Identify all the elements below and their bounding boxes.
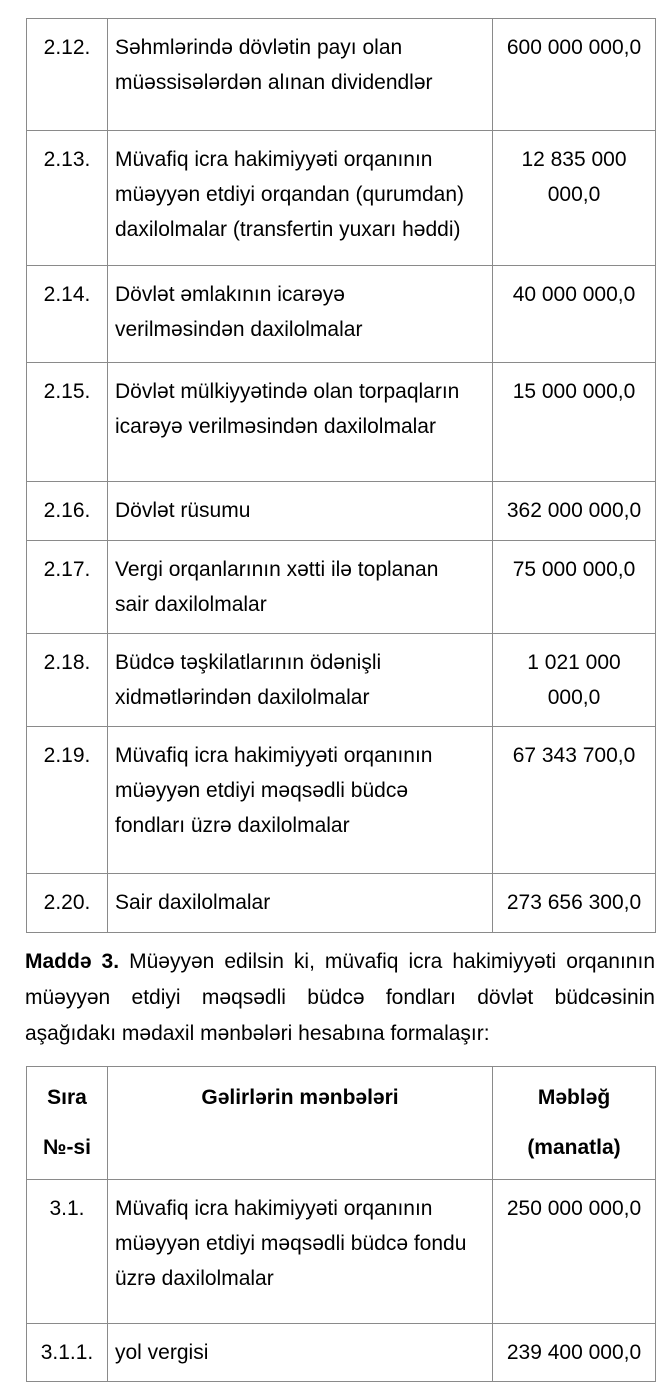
- row-number: 2.14.: [27, 266, 108, 363]
- table-row: [27, 874, 656, 933]
- row-amount: 1 021 000 000,0: [493, 634, 656, 727]
- row-amount: 273 656 300,0: [493, 874, 656, 933]
- table-row: [27, 634, 656, 727]
- row-description: Dövlət rüsumu: [108, 482, 493, 541]
- table-row: [27, 1180, 656, 1324]
- row-number: 2.15.: [27, 363, 108, 482]
- row-description: Müvafiq icra hakimiyyəti orqanının müəyyən etdiyi məqsədli büdcə fondu üzrə daxilolmalar: [108, 1180, 493, 1324]
- row-description: Dövlət mülkiyyətində olan torpaqların icarəyə verilməsindən daxilolmalar: [108, 363, 493, 482]
- row-number: 3.1.: [27, 1180, 108, 1324]
- row-amount: 600 000 000,0: [493, 19, 656, 131]
- row-number: 2.18.: [27, 634, 108, 727]
- row-number: 3.1.1.: [27, 1324, 108, 1382]
- row-number: 2.20.: [27, 874, 108, 933]
- header-gelirler: Gəlirlərin mənbələri: [108, 1067, 493, 1180]
- row-description: yol vergisi: [108, 1324, 493, 1382]
- row-amount: 40 000 000,0: [493, 266, 656, 363]
- fund-sources-table: [26, 1066, 656, 1382]
- row-amount: 239 400 000,0: [493, 1324, 656, 1382]
- table-row: [27, 482, 656, 541]
- row-number: 2.16.: [27, 482, 108, 541]
- table-row: [27, 1324, 656, 1382]
- row-number: 2.17.: [27, 541, 108, 634]
- row-number: 2.13.: [27, 131, 108, 266]
- paragraph-text: Müəyyən edilsin ki, müvafiq icra hakimiyyəti orqanının: [119, 950, 655, 973]
- row-description: Səhmlərində dövlətin payı olan müəssisələrdən alınan dividendlər: [108, 19, 493, 131]
- row-number: 2.19.: [27, 727, 108, 874]
- header-sira-no: Sıra №-si: [27, 1067, 108, 1180]
- row-description: Büdcə təşkilatlarının ödənişli xidmətlərindən daxilolmalar: [108, 634, 493, 727]
- table-header-row: [27, 1067, 656, 1180]
- table-row: [27, 266, 656, 363]
- table-row: [27, 131, 656, 266]
- article-3-paragraph: [25, 944, 655, 1052]
- revenue-table-continued: [26, 18, 656, 933]
- paragraph-line: aşağıdakı mədaxil mənbələri hesabına formalaşır:: [25, 1022, 490, 1045]
- row-description: Vergi orqanlarının xətti ilə toplanan sair daxilolmalar: [108, 541, 493, 634]
- row-amount: 362 000 000,0: [493, 482, 656, 541]
- row-description: Müvafiq icra hakimiyyəti orqanının müəyyən etdiyi məqsədli büdcə fondları üzrə daxilolmalar: [108, 727, 493, 874]
- table-row: [27, 363, 656, 482]
- row-amount: 67 343 700,0: [493, 727, 656, 874]
- table-row: [27, 727, 656, 874]
- row-description: Sair daxilolmalar: [108, 874, 493, 933]
- header-mebleg: Məbləğ (manatla): [493, 1067, 656, 1180]
- row-description: Müvafiq icra hakimiyyəti orqanının müəyyən etdiyi orqandan (qurumdan) daxilolmalar (transfertin yuxarı həddi): [108, 131, 493, 266]
- row-number: 2.12.: [27, 19, 108, 131]
- row-description: Dövlət əmlakının icarəyə verilməsindən daxilolmalar: [108, 266, 493, 363]
- paragraph-line: [25, 944, 655, 980]
- article-label: Maddə 3.: [25, 950, 120, 973]
- table-row: [27, 541, 656, 634]
- row-amount: 15 000 000,0: [493, 363, 656, 482]
- table-row: [27, 19, 656, 131]
- paragraph-line: müəyyən etdiyi məqsədli büdcə fondları dövlət büdcəsinin: [25, 986, 655, 1009]
- row-amount: 12 835 000 000,0: [493, 131, 656, 266]
- row-amount: 250 000 000,0: [493, 1180, 656, 1324]
- row-amount: 75 000 000,0: [493, 541, 656, 634]
